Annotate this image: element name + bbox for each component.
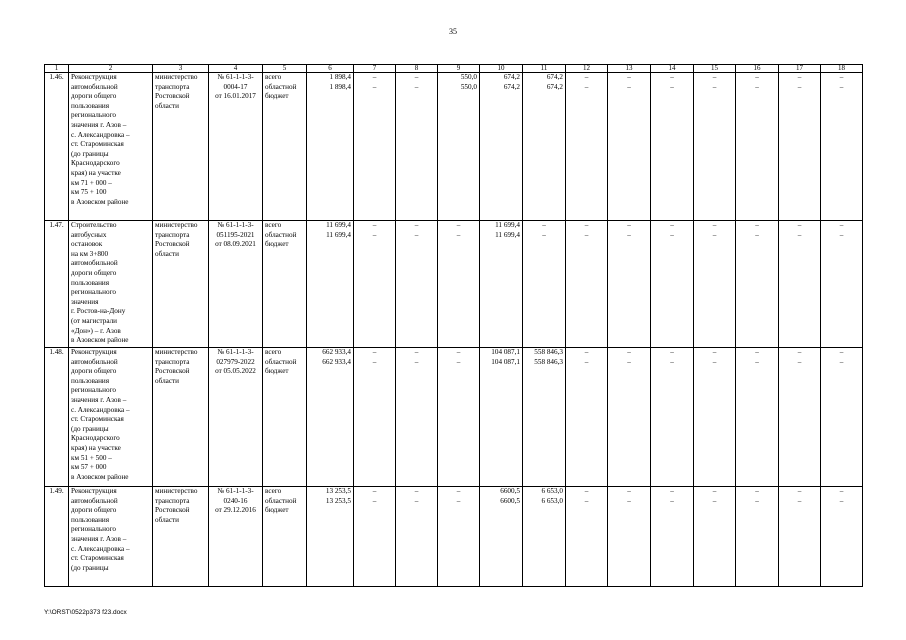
table-row (45, 487, 863, 587)
column-header: 2 (69, 65, 153, 73)
table-row (45, 348, 863, 487)
value-cell: 11 699,4 11 699,4 (307, 221, 354, 348)
investment-table (44, 64, 863, 587)
document-ref: № 61-1-1-3- 0240-16 от 29.12.2016 (209, 487, 263, 587)
value-cell: – – (354, 348, 396, 487)
value-cell: – – (354, 487, 396, 587)
table-row (45, 73, 863, 221)
value-cell: – – (354, 221, 396, 348)
column-header: 3 (153, 65, 209, 73)
column-header: 6 (307, 65, 354, 73)
responsible-org: министерство транспорта Ростовской области (153, 348, 209, 487)
funding-source: всего областной бюджет (263, 221, 307, 348)
column-header: 15 (694, 65, 736, 73)
column-header: 8 (396, 65, 438, 73)
value-cell: 662 933,4 662 933,4 (307, 348, 354, 487)
page-number: 35 (449, 27, 457, 36)
row-number: 1.46. (45, 73, 69, 221)
value-cell: 674,2 674,2 (523, 73, 566, 221)
value-cell: 13 253,5 13 253,5 (307, 487, 354, 587)
column-header: 17 (779, 65, 821, 73)
object-name: Реконструкция автомобильной дороги общего пользования регионального значения г. Азов – с. Александровка – ст. Староминская (до границы Краснодарского края) на участке км 51 + 500 – км 57 + 000 в Азовском районе (69, 348, 153, 487)
value-cell: – – (779, 487, 821, 587)
column-header: 9 (438, 65, 480, 73)
value-cell: – – (821, 487, 863, 587)
document-ref: № 61-1-1-3- 027979-2022 от 05.05.2022 (209, 348, 263, 487)
column-header: 13 (608, 65, 651, 73)
value-cell: – – (821, 348, 863, 487)
value-cell: 674,2 674,2 (480, 73, 523, 221)
value-cell: – – (821, 73, 863, 221)
responsible-org: министерство транспорта Ростовской области (153, 73, 209, 221)
value-cell: – – (608, 348, 651, 487)
value-cell: – – (651, 221, 694, 348)
table-row (45, 221, 863, 348)
value-cell: – – (566, 348, 608, 487)
value-cell: – – (779, 73, 821, 221)
value-cell: 6 653,0 6 653,0 (523, 487, 566, 587)
column-header: 4 (209, 65, 263, 73)
value-cell: – – (396, 73, 438, 221)
value-cell: – – (651, 73, 694, 221)
value-cell: – – (694, 221, 736, 348)
column-header: 7 (354, 65, 396, 73)
column-header: 18 (821, 65, 863, 73)
column-header: 1 (45, 65, 69, 73)
value-cell: – – (566, 487, 608, 587)
value-cell: – – (651, 487, 694, 587)
value-cell: – – (821, 221, 863, 348)
value-cell: – – (694, 348, 736, 487)
value-cell: – – (694, 487, 736, 587)
value-cell: – – (566, 221, 608, 348)
column-header: 10 (480, 65, 523, 73)
object-name: Реконструкция автомобильной дороги общего пользования регионального значения г. Азов – с. Александровка – ст. Староминская (до границы (69, 487, 153, 587)
value-cell: – – (736, 348, 779, 487)
value-cell: – – (736, 73, 779, 221)
responsible-org: министерство транспорта Ростовской области (153, 221, 209, 348)
row-number: 1.47. (45, 221, 69, 348)
file-path-footer: Y:\ORST\0522p373 f23.docx (44, 609, 127, 616)
value-cell: – – (736, 487, 779, 587)
column-header: 14 (651, 65, 694, 73)
document-ref: № 61-1-1-3- 051195-2021 от 08.09.2021 (209, 221, 263, 348)
value-cell: 6600,5 6600,5 (480, 487, 523, 587)
funding-source: всего областной бюджет (263, 348, 307, 487)
value-cell: 11 699,4 11 699,4 (480, 221, 523, 348)
value-cell: – – (608, 221, 651, 348)
value-cell: – – (694, 73, 736, 221)
responsible-org: министерство транспорта Ростовской области (153, 487, 209, 587)
object-name: Строительство автобусных остановок на км 3+800 автомобильной дороги общего пользования регионального значения г. Ростов-на-Дону (от магистрали «Дон») – г. Азов в Азовском районе (69, 221, 153, 348)
value-cell: – – (736, 221, 779, 348)
object-name: Реконструкция автомобильной дороги общего пользования регионального значения г. Азов – с. Александровка – ст. Староминская (до границы Краснодарского края) на участке км 71 + 000 – км 75 + 100 в Азовском районе (69, 73, 153, 221)
value-cell: – – (779, 348, 821, 487)
funding-source: всего областной бюджет (263, 73, 307, 221)
document-ref: № 61-1-1-3- 0004-17 от 16.01.2017 (209, 73, 263, 221)
column-header: 5 (263, 65, 307, 73)
funding-source: всего областной бюджет (263, 487, 307, 587)
value-cell: – – (651, 348, 694, 487)
value-cell: – – (438, 348, 480, 487)
row-number: 1.49. (45, 487, 69, 587)
value-cell: – – (779, 221, 821, 348)
value-cell: – – (523, 221, 566, 348)
value-cell: – – (396, 487, 438, 587)
value-cell: – – (438, 487, 480, 587)
value-cell: – – (608, 73, 651, 221)
value-cell: 550,0 550,0 (438, 73, 480, 221)
column-number-row (45, 65, 863, 73)
column-header: 16 (736, 65, 779, 73)
value-cell: – – (354, 73, 396, 221)
value-cell: – – (438, 221, 480, 348)
column-header: 11 (523, 65, 566, 73)
row-number: 1.48. (45, 348, 69, 487)
value-cell: 558 846,3 558 846,3 (523, 348, 566, 487)
value-cell: – – (608, 487, 651, 587)
value-cell: – – (396, 221, 438, 348)
value-cell: 104 087,1 104 087,1 (480, 348, 523, 487)
value-cell: – – (396, 348, 438, 487)
column-header: 12 (566, 65, 608, 73)
value-cell: – – (566, 73, 608, 221)
value-cell: 1 898,4 1 898,4 (307, 73, 354, 221)
